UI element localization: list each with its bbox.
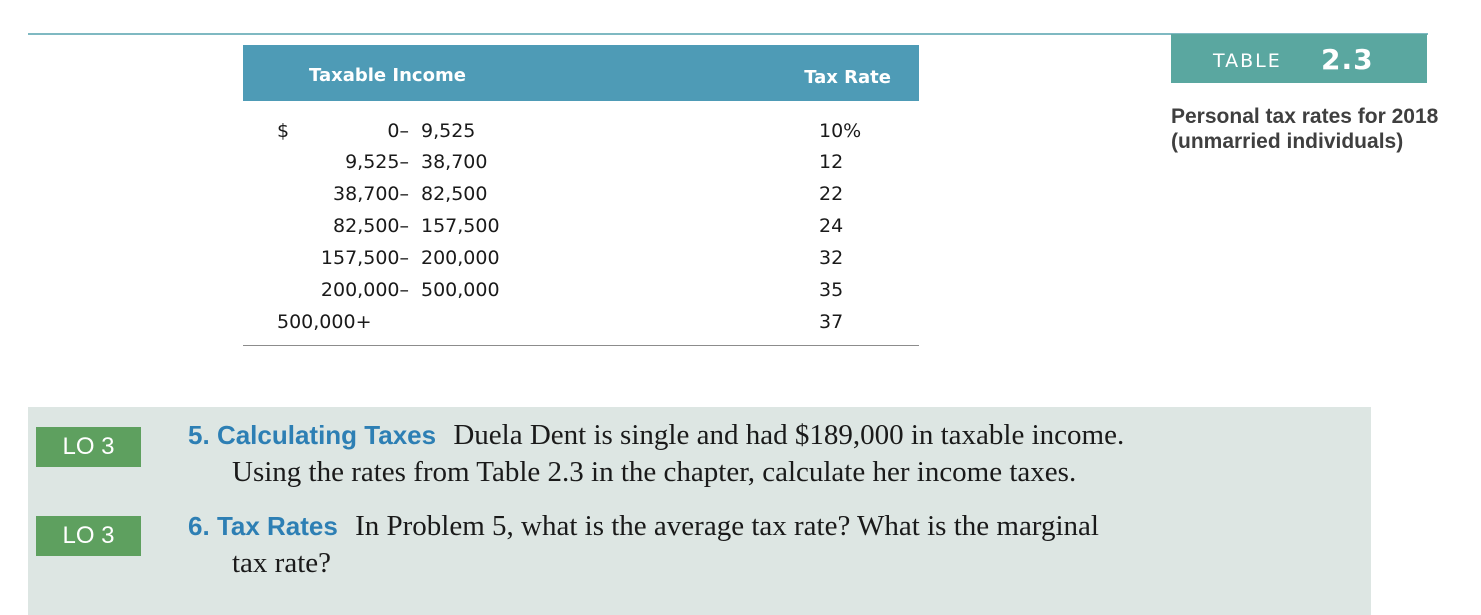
currency-symbol: $ xyxy=(277,120,290,142)
income-low: 200,000– xyxy=(320,279,409,301)
header-taxable-income: Taxable Income xyxy=(309,65,466,86)
problem-text-line1: Duela Dent is single and had $189,000 in taxable income. xyxy=(453,419,1125,451)
rate-cell: 37 xyxy=(819,311,844,333)
income-low: 9,525– xyxy=(345,151,409,173)
table-row xyxy=(243,311,919,343)
tax-rate-table xyxy=(243,45,919,341)
income-high: 38,700 xyxy=(421,151,488,173)
rate-cell: 32 xyxy=(819,247,844,269)
problem-5 xyxy=(188,417,1368,491)
problem-6 xyxy=(188,508,1368,582)
table-body xyxy=(243,101,919,341)
table-label-prefix: TABLE xyxy=(1213,50,1282,72)
table-row xyxy=(243,120,919,152)
problem-text-line2: tax rate? xyxy=(232,547,332,579)
problem-title: Calculating Taxes xyxy=(216,420,437,450)
income-high: 200,000 xyxy=(421,247,500,269)
table-row xyxy=(243,215,919,247)
rate-cell: 12 xyxy=(819,151,844,173)
problem-title: Tax Rates xyxy=(216,511,338,541)
problem-number: 6. xyxy=(188,511,210,541)
table-label-number: 2.3 xyxy=(1321,43,1374,76)
income-low: 500,000+ xyxy=(277,311,372,333)
table-bottom-rule xyxy=(243,345,919,346)
income-low: 38,700– xyxy=(333,183,409,205)
table-row xyxy=(243,247,919,279)
income-low: 0– xyxy=(387,120,409,142)
table-row xyxy=(243,151,919,183)
table-row xyxy=(243,183,919,215)
rate-cell: 10% xyxy=(819,120,862,142)
table-label-box xyxy=(1171,34,1427,83)
problems-panel xyxy=(28,407,1371,615)
lo-badge: LO 3 xyxy=(36,427,141,467)
rate-cell: 22 xyxy=(819,183,844,205)
income-low: 157,500– xyxy=(320,247,409,269)
table-caption: Personal tax rates for 2018 (unmarried individuals) xyxy=(1171,105,1439,153)
income-high: 9,525 xyxy=(421,120,476,142)
header-tax-rate: Tax Rate xyxy=(804,67,891,88)
income-low: 82,500– xyxy=(333,215,409,237)
problem-number: 5. xyxy=(188,420,210,450)
rate-cell: 24 xyxy=(819,215,844,237)
problem-text-line1: In Problem 5, what is the average tax rate? What is the marginal xyxy=(355,510,1099,542)
income-high: 157,500 xyxy=(421,215,500,237)
rate-cell: 35 xyxy=(819,279,844,301)
problem-text-line2: Using the rates from Table 2.3 in the chapter, calculate her income taxes. xyxy=(232,456,1077,488)
table-row xyxy=(243,279,919,311)
lo-badge: LO 3 xyxy=(36,516,141,556)
table-header xyxy=(243,45,919,101)
income-high: 82,500 xyxy=(421,183,488,205)
income-high: 500,000 xyxy=(421,279,500,301)
